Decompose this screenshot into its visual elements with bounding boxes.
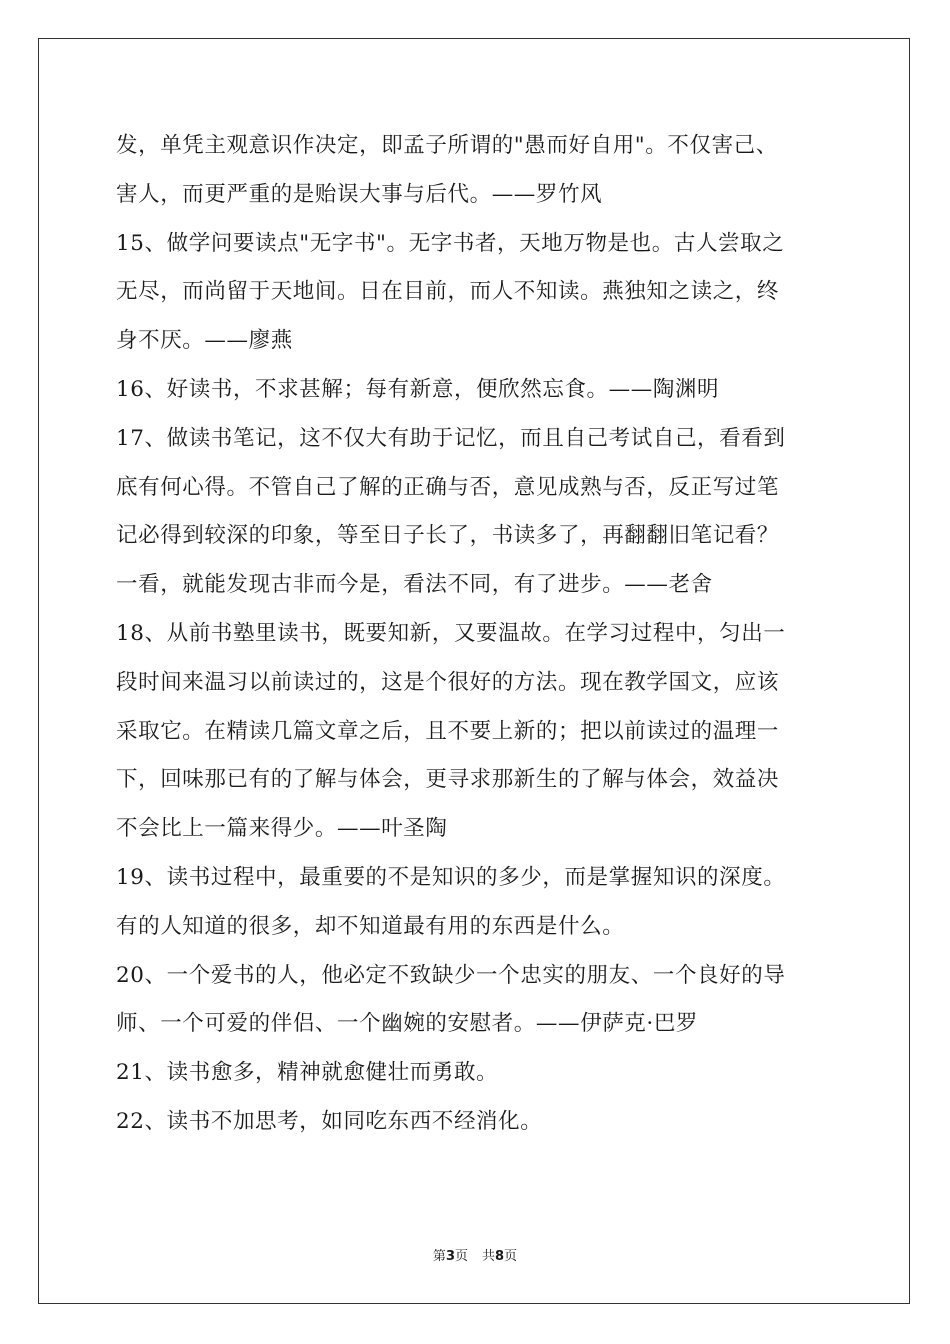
text-line: 害人，而更严重的是贻误大事与后代。——罗竹风 xyxy=(116,181,603,207)
total-count: 8 xyxy=(495,1249,505,1264)
page-suffix: 页 xyxy=(454,1249,468,1264)
text-line: 一看，就能发现古非而今是，看法不同，有了进步。——老舍 xyxy=(116,572,713,598)
total-prefix: 共 xyxy=(482,1249,496,1264)
page-prefix: 第 xyxy=(432,1249,446,1264)
text-line: 20、一个爱书的人，他必定不致缺少一个忠实的朋友、一个良好的导 xyxy=(116,962,786,988)
total-suffix: 页 xyxy=(504,1249,518,1264)
text-line: 身不厌。——廖燕 xyxy=(116,328,293,354)
page-current: 3 xyxy=(445,1249,455,1264)
text-line: 有的人知道的很多，却不知道最有用的东西是什么。 xyxy=(116,913,625,939)
text-line: 21、读书愈多，精神就愈健壮而勇敢。 xyxy=(116,1060,499,1086)
document-body xyxy=(116,122,832,1147)
text-line: 段时间来温习以前读过的，这是个很好的方法。现在教学国文，应该 xyxy=(116,669,780,695)
page-number xyxy=(433,1249,468,1264)
text-line: 师、一个可爱的伴侣、一个幽婉的安慰者。——伊萨克·巴罗 xyxy=(116,1011,699,1037)
text-line: 底有何心得。不管自己了解的正确与否，意见成熟与否，反正写过笔 xyxy=(116,474,780,500)
page-total xyxy=(482,1249,517,1264)
text-line: 无尽，而尚留于天地间。日在目前，而人不知读。燕独知之读之，终 xyxy=(116,279,780,305)
text-line: 不会比上一篇来得少。——叶圣陶 xyxy=(116,816,448,842)
text-line: 18、从前书塾里读书，既要知新，又要温故。在学习过程中，匀出一 xyxy=(116,620,786,646)
text-line: 15、做学问要读点"无字书"。无字书者，天地万物是也。古人尝取之 xyxy=(116,230,785,256)
text-line: 发，单凭主观意识作决定，即孟子所谓的"愚而好自用"。不仅害己、 xyxy=(116,133,778,158)
text-line: 22、读书不加思考，如同吃东西不经消化。 xyxy=(116,1108,543,1134)
text-line: 采取它。在精读几篇文章之后，且不要上新的；把以前读过的温理一 xyxy=(116,718,780,744)
text-line: 19、读书过程中，最重要的不是知识的多少，而是掌握知识的深度。 xyxy=(116,864,786,890)
text-line: 记必得到较深的印象，等至日子长了，书读多了，再翻翻旧笔记看？ xyxy=(116,523,780,549)
text-line: 17、做读书笔记，这不仅大有助于记忆，而且自己考试自己，看看到 xyxy=(116,425,786,451)
text-line: 下，回味那已有的了解与体会，更寻求那新生的了解与体会，效益决 xyxy=(116,767,780,793)
page-footer xyxy=(0,1245,950,1264)
text-line: 16、好读书，不求甚解；每有新意，便欣然忘食。——陶渊明 xyxy=(116,376,720,402)
